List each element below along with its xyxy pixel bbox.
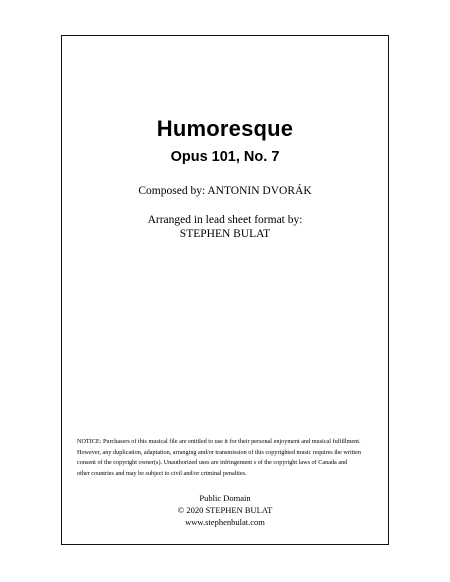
arranger-name: STEPHEN BULAT — [179, 228, 271, 240]
copyright-notice — [77, 437, 377, 479]
page-title: Humoresque — [156, 116, 294, 141]
notice-line: other countries and may be subject to civil and/or criminal penalties. — [77, 469, 247, 477]
notice-line: However, any duplication, adaptation, arranging and/or transmission of this copyrighted music requires the written — [77, 448, 361, 456]
notice-line: consent of the copyright owner(s). Unauthorized uses are infringement s of the copyright laws of Canada and — [77, 459, 348, 466]
public-domain-label: Public Domain — [199, 493, 251, 503]
opus-subtitle: Opus 101, No. 7 — [170, 149, 280, 165]
composer-credit: Composed by: ANTONIN DVORÁK — [138, 185, 312, 197]
copyright-line: © 2020 STEPHEN BULAT — [177, 505, 273, 515]
notice-line: NOTICE: Purchasers of this musical file are entitled to use it for their personal enjoyment and musical fulfillment. — [77, 438, 361, 445]
arranger-credit-label: Arranged in lead sheet format by: — [147, 214, 303, 226]
website-link[interactable]: www.stephenbulat.com — [185, 517, 265, 527]
